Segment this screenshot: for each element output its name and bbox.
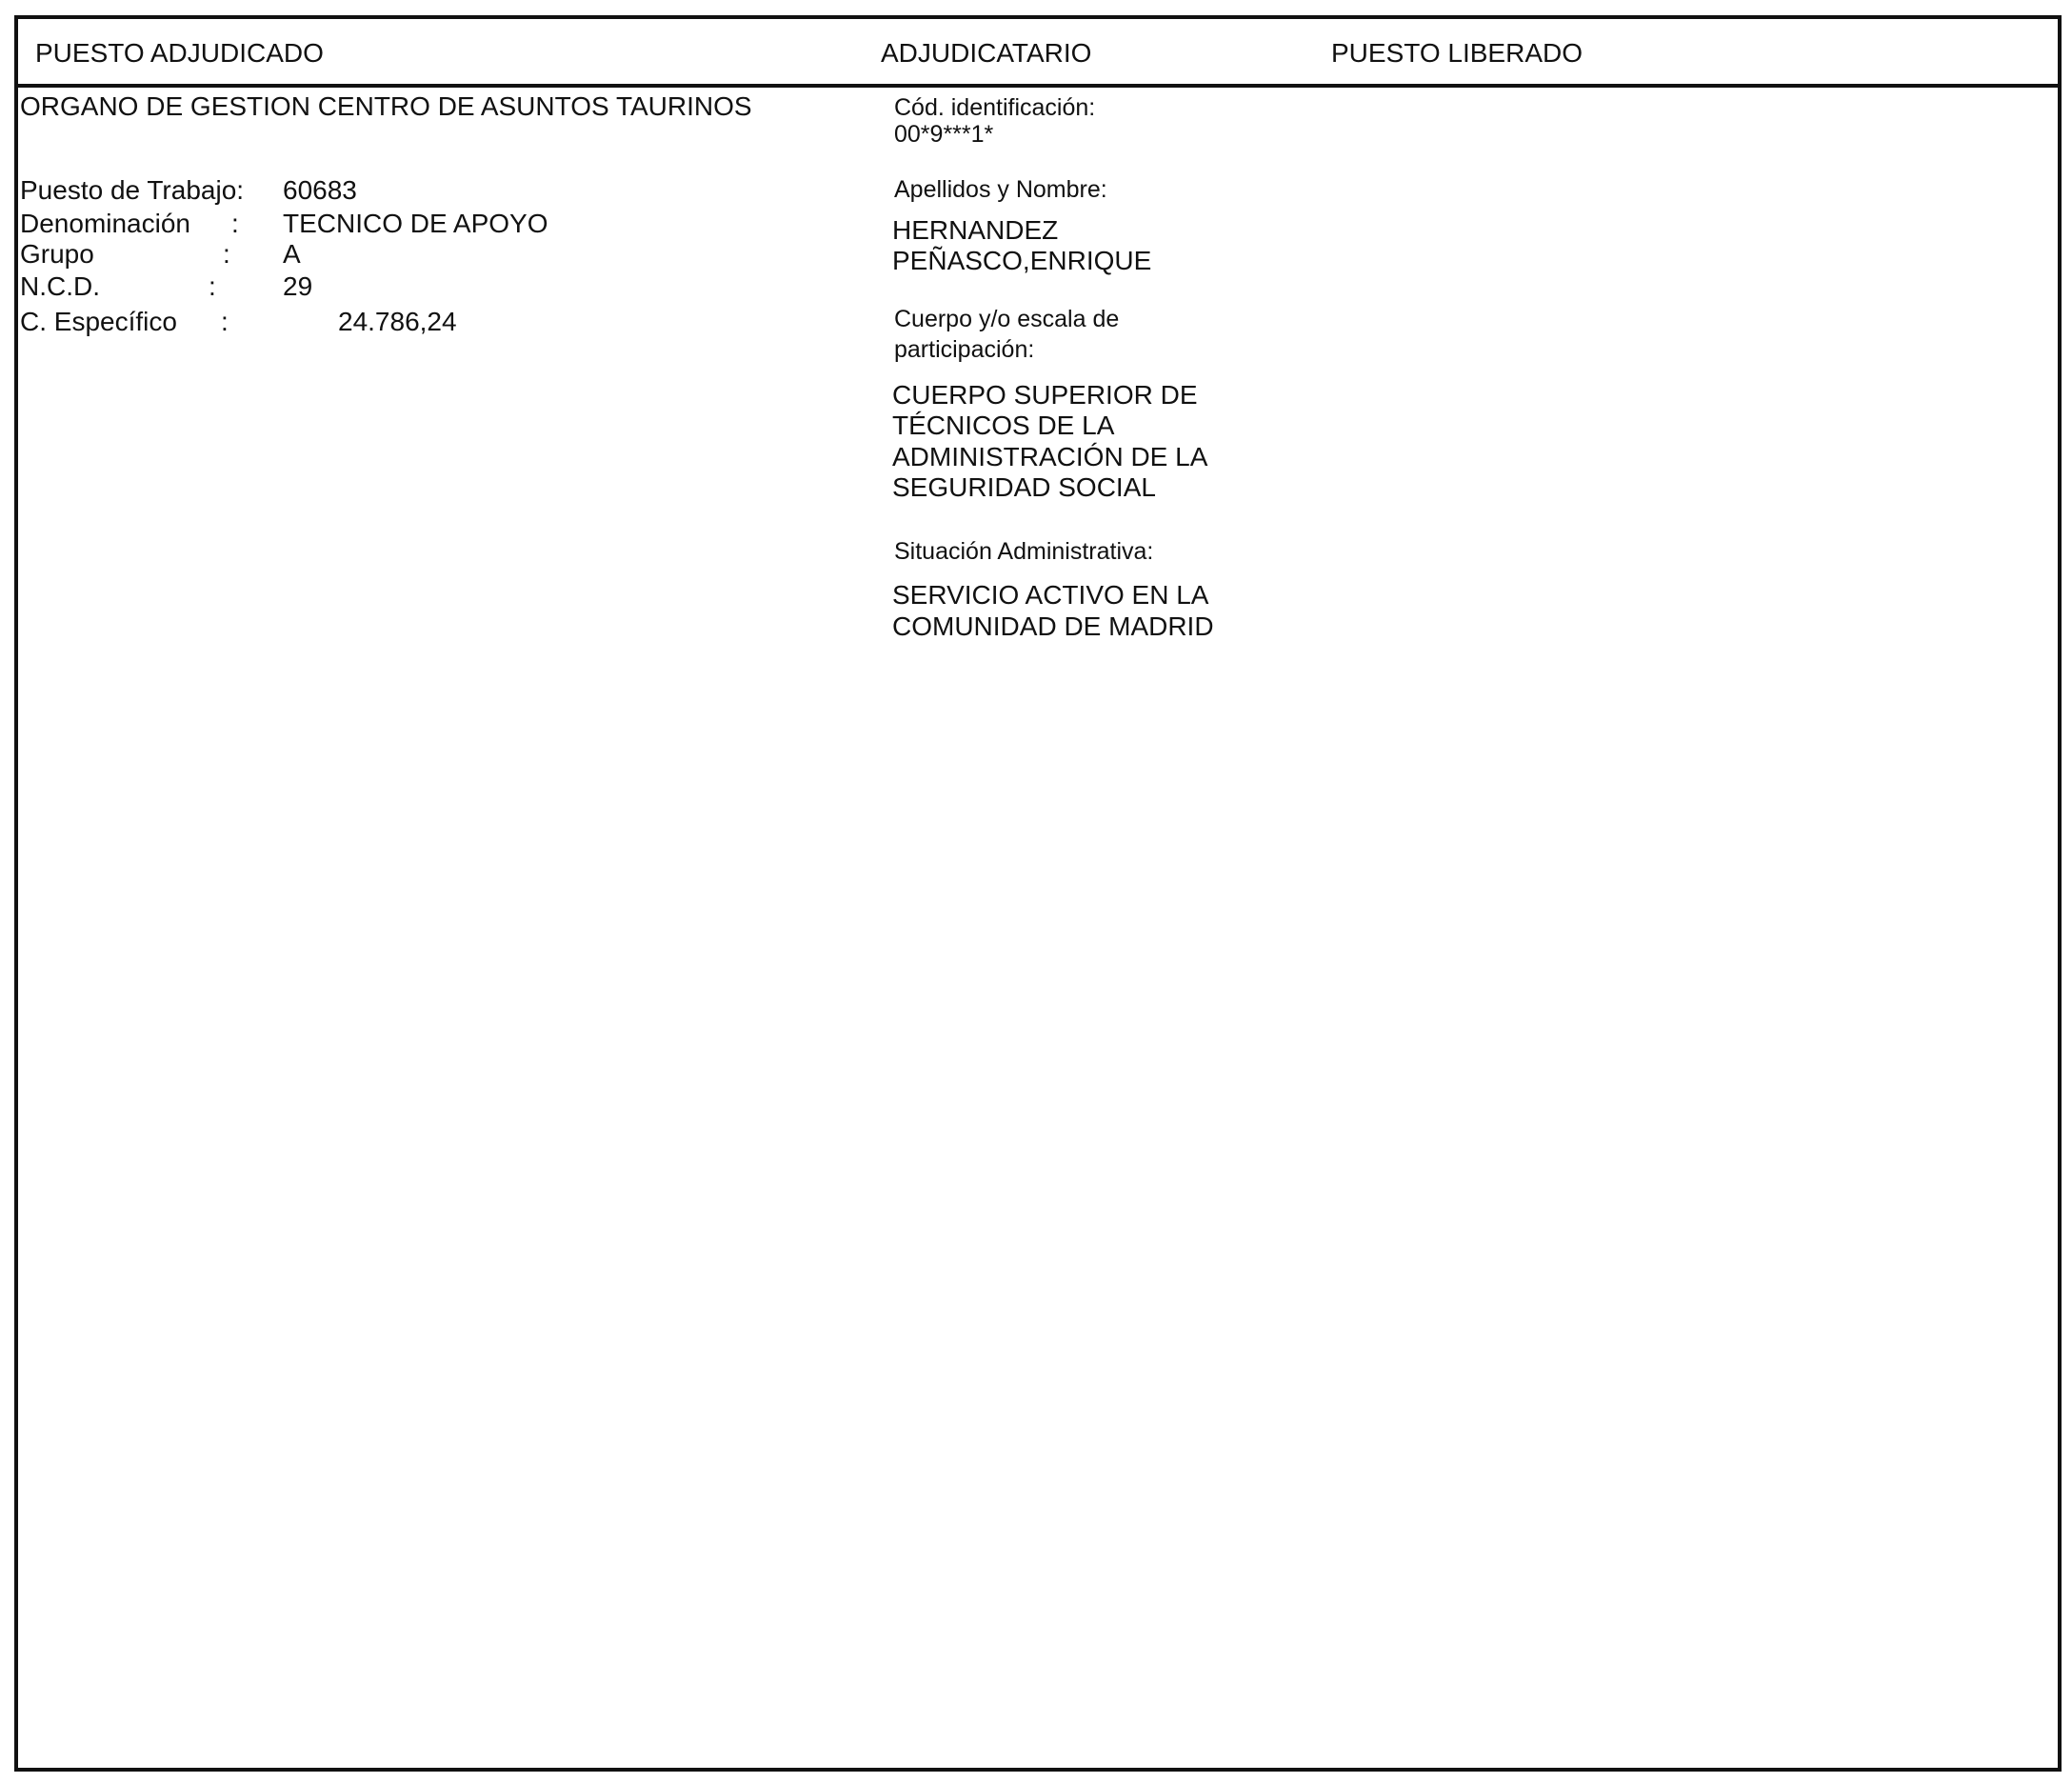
ncd-sep: : [209,271,216,301]
situacion-line-1: SERVICIO ACTIVO EN LA [892,580,1209,610]
cuerpo-label-line-1: Cuerpo y/o escala de [894,306,1120,332]
denominacion-label: Denominación [20,209,190,238]
denominacion-value: TECNICO DE APOYO [283,209,548,238]
cuerpo-line-4: SEGURIDAD SOCIAL [892,472,1156,502]
cuerpo-label-line-2: participación: [894,336,1035,363]
header-adjudicatario: ADJUDICATARIO [881,38,1092,68]
ncd-value: 29 [283,271,313,301]
cod-identificacion-label: Cód. identificación: [894,94,1096,121]
nombre-line-2: PEÑASCO,ENRIQUE [892,246,1152,275]
especifico-label: C. Específico [20,307,177,336]
nombre-label: Apellidos y Nombre: [894,176,1107,203]
situacion-label: Situación Administrativa: [894,538,1154,565]
especifico-sep: : [221,307,229,336]
adjudication-table [14,15,2062,1772]
cuerpo-line-3: ADMINISTRACIÓN DE LA [892,442,1208,471]
cuerpo-line-2: TÉCNICOS DE LA [892,411,1115,440]
denominacion-sep: : [231,209,239,238]
puesto-trabajo-value: 60683 [283,175,357,205]
situacion-line-2: COMUNIDAD DE MADRID [892,611,1214,641]
ncd-label: N.C.D. [20,271,100,301]
cod-identificacion-value: 00*9***1* [894,121,994,148]
puesto-trabajo-label: Puesto de Trabajo: [20,175,245,205]
cuerpo-line-1: CUERPO SUPERIOR DE [892,380,1198,410]
grupo-label: Grupo [20,239,94,269]
organo-name: ORGANO DE GESTION CENTRO DE ASUNTOS TAURINOS [20,91,752,121]
table-header [18,19,2058,88]
header-puesto-adjudicado: PUESTO ADJUDICADO [35,38,324,68]
especifico-value: 24.786,24 [338,307,457,336]
grupo-sep: : [223,239,230,269]
grupo-value: A [283,239,301,269]
nombre-line-1: HERNANDEZ [892,215,1059,245]
header-puesto-liberado: PUESTO LIBERADO [1331,38,1584,68]
